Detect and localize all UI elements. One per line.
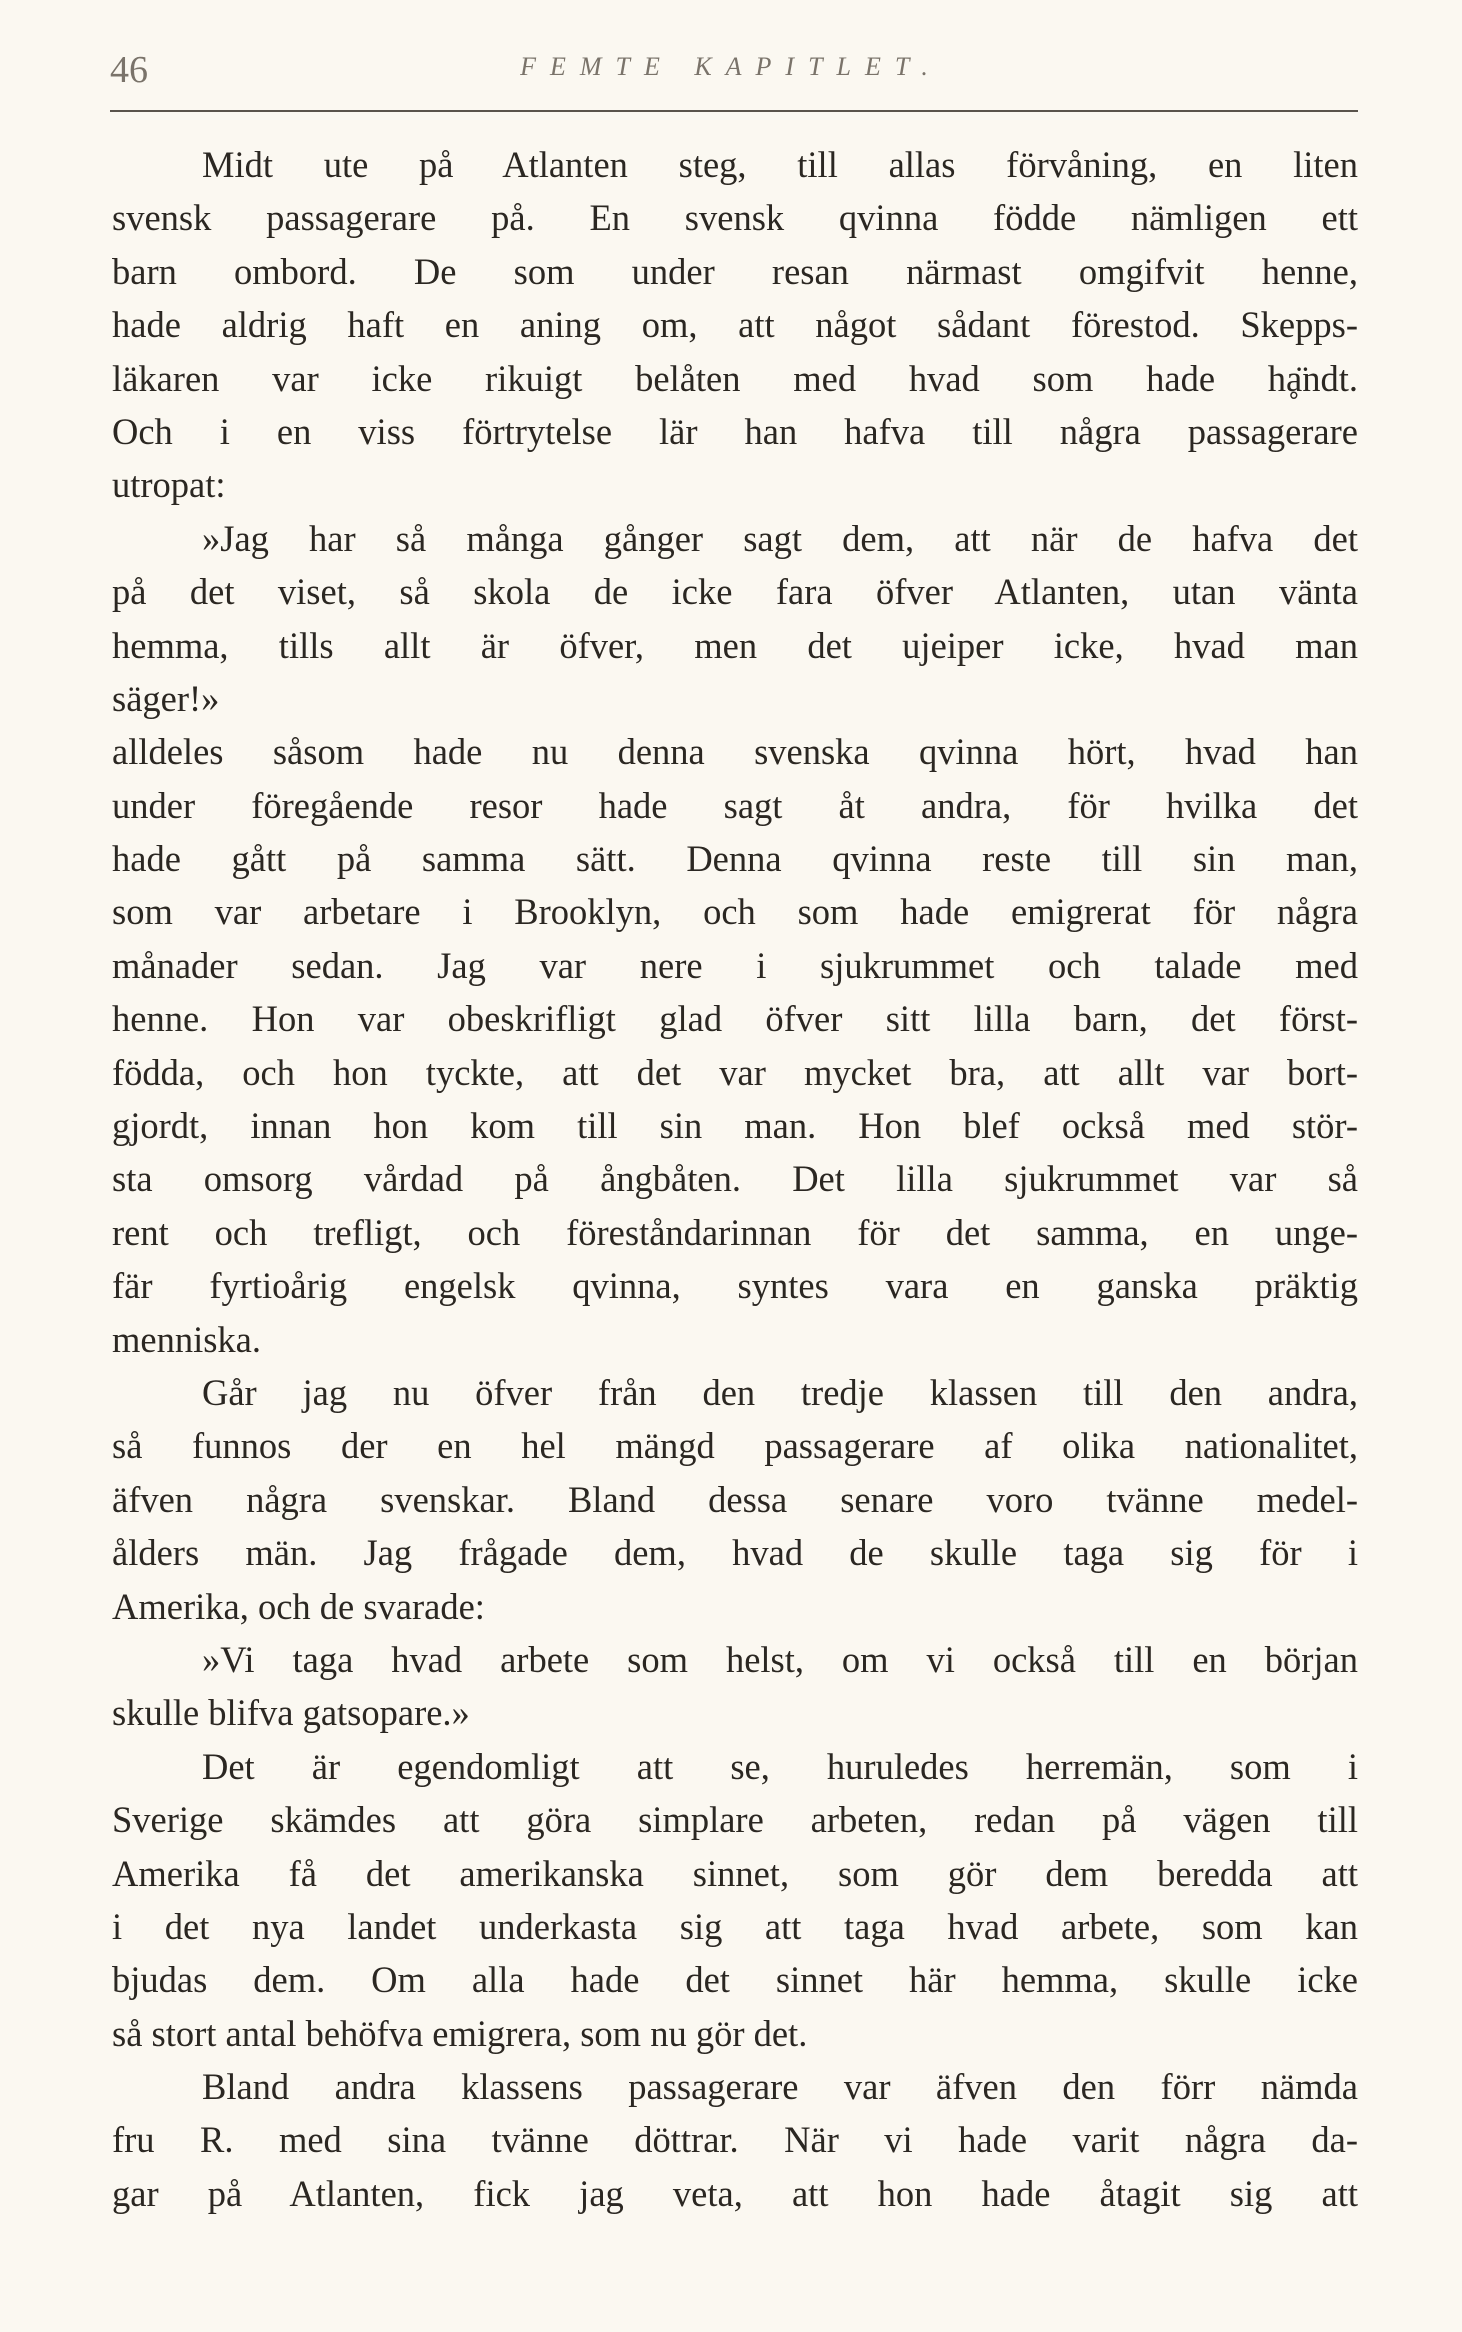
- text-line: på det viset, så skola de icke fara öfver Atlanten, utan vänta: [112, 571, 1358, 613]
- text-line: Amerika få det amerikanska sinnet, som gör dem beredda att: [112, 1852, 1358, 1894]
- text-line: Amerika, och de svarade:: [112, 1585, 485, 1627]
- text-line: Det är egendomligt att se, huruledes herremän, som i: [202, 1745, 1358, 1787]
- text-line: Bland andra klassens passagerare var äfven den förr nämda: [202, 2066, 1358, 2108]
- text-line: Sverige skämdes att göra simplare arbeten, redan på vägen till: [112, 1799, 1358, 1841]
- text-line: säger!»: [112, 677, 220, 719]
- text-line: utropat:: [112, 464, 226, 506]
- text-line: födda, och hon tyckte, att det var mycket bra, att allt var bort-: [112, 1051, 1358, 1093]
- text-line: så funnos der en hel mängd passagerare af olika nationalitet,: [112, 1425, 1358, 1467]
- text-line: läkaren var icke rikuigt belåten med hvad som hade hḁ̈ndt.: [112, 357, 1358, 399]
- text-line: äfven några svenskar. Bland dessa senare voro tvänne medel-: [112, 1478, 1358, 1520]
- text-line: »Vi taga hvad arbete som helst, om vi också till en början: [202, 1638, 1358, 1680]
- body-text: [112, 138, 1358, 2220]
- text-line: bjudas dem. Om alla hade det sinnet här hemma, skulle icke: [112, 1959, 1358, 2001]
- header-rule: [110, 110, 1358, 112]
- text-line: rent och trefligt, och föreståndarinnan för det samma, en unge-: [112, 1211, 1358, 1253]
- text-line: Går jag nu öfver från den tredje klassen till den andra,: [202, 1371, 1358, 1413]
- text-line: hemma, tills allt är öfver, men det ujeiper icke, hvad man: [112, 624, 1358, 666]
- text-line: månader sedan. Jag var nere i sjukrummet och talade med: [112, 944, 1358, 986]
- text-line: hade gått på samma sätt. Denna qvinna reste till sin man,: [112, 838, 1358, 880]
- text-line: skulle blifva gatsopare.»: [112, 1692, 470, 1734]
- running-head: FEMTE KAPITLET.: [520, 52, 942, 81]
- text-line: under föregående resor hade sagt åt andra, för hvilka det: [112, 784, 1358, 826]
- text-line: henne. Hon var obeskrifligt glad öfver sitt lilla barn, det först-: [112, 998, 1358, 1040]
- page-number: 46: [110, 49, 148, 91]
- text-line: ålders män. Jag frågade dem, hvad de skulle taga sig för i: [112, 1532, 1358, 1574]
- text-line: hade aldrig haft en aning om, att något sådant förestod. Skepps-: [112, 304, 1358, 346]
- text-line: svensk passagerare på. En svensk qvinna födde nämligen ett: [112, 197, 1358, 239]
- text-line: Midt ute på Atlanten steg, till allas förvåning, en liten: [202, 144, 1358, 185]
- text-line: i det nya landet underkasta sig att taga hvad arbete, som kan: [112, 1905, 1358, 1947]
- text-line: så stort antal behöfva emigrera, som nu gör det.: [112, 2012, 808, 2054]
- text-line: menniska.: [112, 1318, 262, 1360]
- text-line: gar på Atlanten, fick jag veta, att hon hade åtagit sig att: [112, 2172, 1358, 2214]
- text-line: fär fyrtioårig engelsk qvinna, syntes vara en ganska präktig: [112, 1265, 1358, 1307]
- text-line: gjordt, innan hon kom till sin man. Hon blef också med stör-: [112, 1105, 1358, 1147]
- text-line: som var arbetare i Brooklyn, och som hade emigrerat för några: [112, 891, 1358, 933]
- text-line: »Jag har så många gånger sagt dem, att när de hafva det: [202, 517, 1358, 559]
- text-line: fru R. med sina tvänne döttrar. När vi hade varit några da-: [112, 2119, 1358, 2161]
- text-line: alldeles såsom hade nu denna svenska qvinna hört, hvad han: [112, 731, 1358, 773]
- text-line: barn ombord. De som under resan närmast omgifvit henne,: [112, 250, 1358, 292]
- text-line: Och i en viss förtrytelse lär han hafva till några passagerare: [112, 410, 1358, 452]
- text-line: sta omsorg vårdad på ångbåten. Det lilla sjukrummet var så: [112, 1158, 1358, 1200]
